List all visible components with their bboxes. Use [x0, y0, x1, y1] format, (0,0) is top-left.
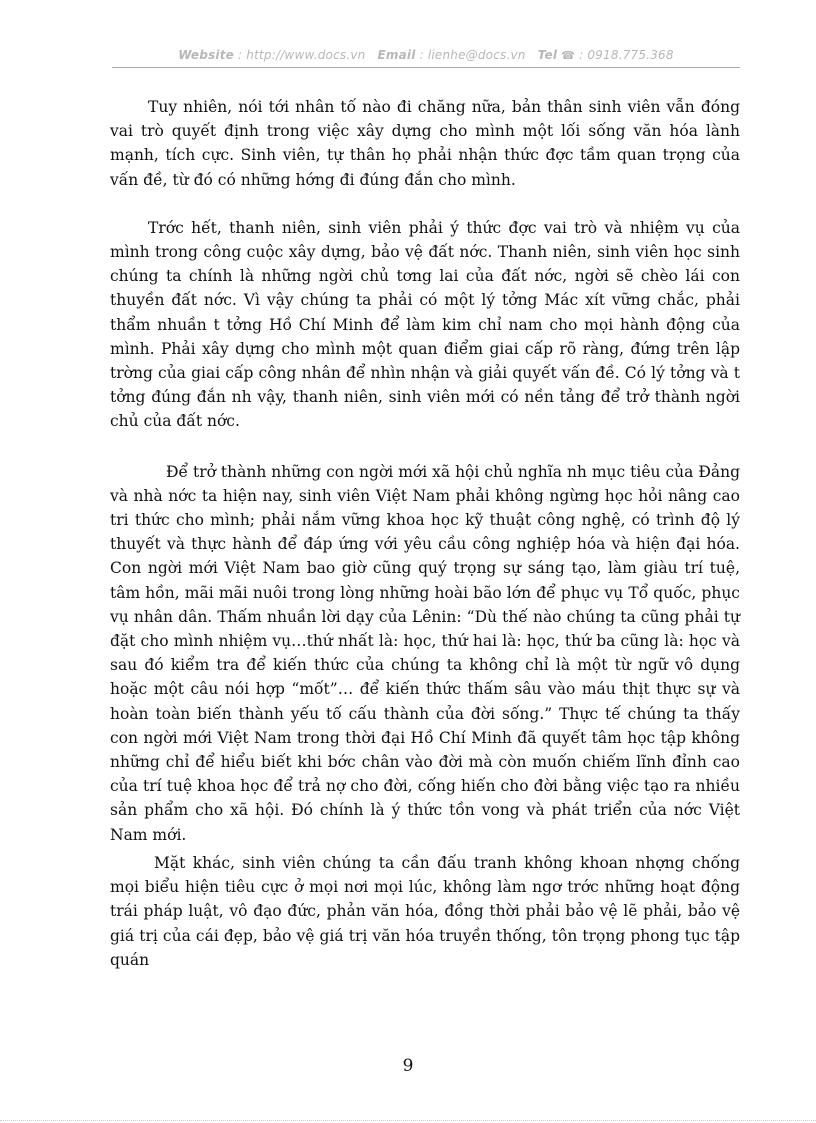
website-url: : http://www.docs.vn [238, 48, 366, 62]
page-number: 9 [402, 1056, 414, 1076]
website-label: Website [178, 48, 234, 62]
tel-label: Tel [537, 48, 558, 62]
paragraph-3: Để trở thành những con ngời mới xã hội chủ nghĩa nh mục tiêu của Đảng và nhà nớc ta hiện nay, sinh viên Việt Nam phải không ngừng học hỏi nâng cao tri thức cho mình; phải nắm vững khoa học kỹ thuật công nghệ, có trình độ lý thuyết và thực hành để đáp ứng với yêu cầu công nghiệp hóa và hiện đại hóa. Con ngời mới Việt Nam bao giờ cũng quý trọng sự sáng tạo, làm giàu trí tuệ, tâm hồn, mãi mãi nuôi trong lòng những hoài bão lớn để phục vụ Tổ quốc, phục vụ nhân dân. Thấm nhuần lời dạy của Lênin: “Dù thế nào chúng ta cũng phải tự đặt cho mình nhiệm vụ…thứ nhất là: học, thứ hai là: học, thứ ba cũng là: học và sau đó kiểm tra để kiến thức của chúng ta không chỉ là một từ ngữ vô dụng hoặc một câu nói hợp “mốt”… để kiến thức thấm sâu vào máu thịt thực sự và hoàn toàn biến thành yếu tố cấu thành của đời sống.” Thực tế chúng ta thấy con ngời mới Việt Nam trong thời đại Hồ Chí Minh đã quyết tâm học tập không những chỉ để hiểu biết khi bớc chân vào đời mà còn muốn chiếm lĩnh đỉnh cao của trí tuệ khoa học để trả nợ cho đời, cống hiến cho đời bằng việc tạo ra nhiều sản phẩm cho xã hội. Đó chính là ý thức tồn vong và phát triển của nớc Việt Nam mới. [110, 462, 740, 844]
phone-icon: ☎ [561, 49, 576, 62]
tel-number: : 0918.775.368 [579, 48, 674, 62]
document-body [110, 95, 740, 972]
page-bottom-edge [0, 1120, 816, 1121]
paragraph-1: Tuy nhiên, nói tới nhân tố nào đi chăng nữa, bản thân sinh viên vẫn đóng vai trò quyết định trong việc xây dựng cho mình một lối sống văn hóa lành mạnh, tích cực. Sinh viên, tự thân họ phải nhận thức đợc tầm quan trọng của vấn đề, từ đó có những hớng đi đúng đắn cho mình. [110, 98, 740, 189]
email-address: : lienhe@docs.vn [419, 48, 526, 62]
page-header [112, 48, 740, 62]
header-divider [112, 67, 740, 68]
email-label: Email [377, 48, 416, 62]
paragraph-4: Mặt khác, sinh viên chúng ta cần đấu tranh không khoan nhợng chống mọi biểu hiện tiêu cực ở mọi nơi mọi lúc, không làm ngơ trớc những hoạt động trái pháp luật, vô đạo đức, phản văn hóa, đồng thời phải bảo vệ lẽ phải, bảo vệ giá trị của cái đẹp, bảo vệ giá trị văn hóa truyền thống, tôn trọng phong tục tập quán [110, 853, 740, 969]
paragraph-2: Trớc hết, thanh niên, sinh viên phải ý thức đợc vai trò và nhiệm vụ của mình trong công cuộc xây dựng, bảo vệ đất nớc. Thanh niên, sinh viên học sinh chúng ta chính là những ngời chủ tơng lai của đất nớc, ngời sẽ chèo lái con thuyền đất nớc. Vì vậy chúng ta phải có một lý tởng Mác xít vững chắc, phải thẩm nhuần t tởng Hồ Chí Minh để làm kim chỉ nam cho mọi hành động của mình. Phải xây dựng cho mình một quan điểm giai cấp rõ ràng, đứng trên lập trờng của giai cấp công nhân để nhìn nhận và giải quyết vấn đề. Có lý tởng và t tởng đúng đắn nh vậy, thanh niên, sinh viên mới có nền tảng để trở thành ngời chủ của đất nớc. [110, 218, 740, 431]
